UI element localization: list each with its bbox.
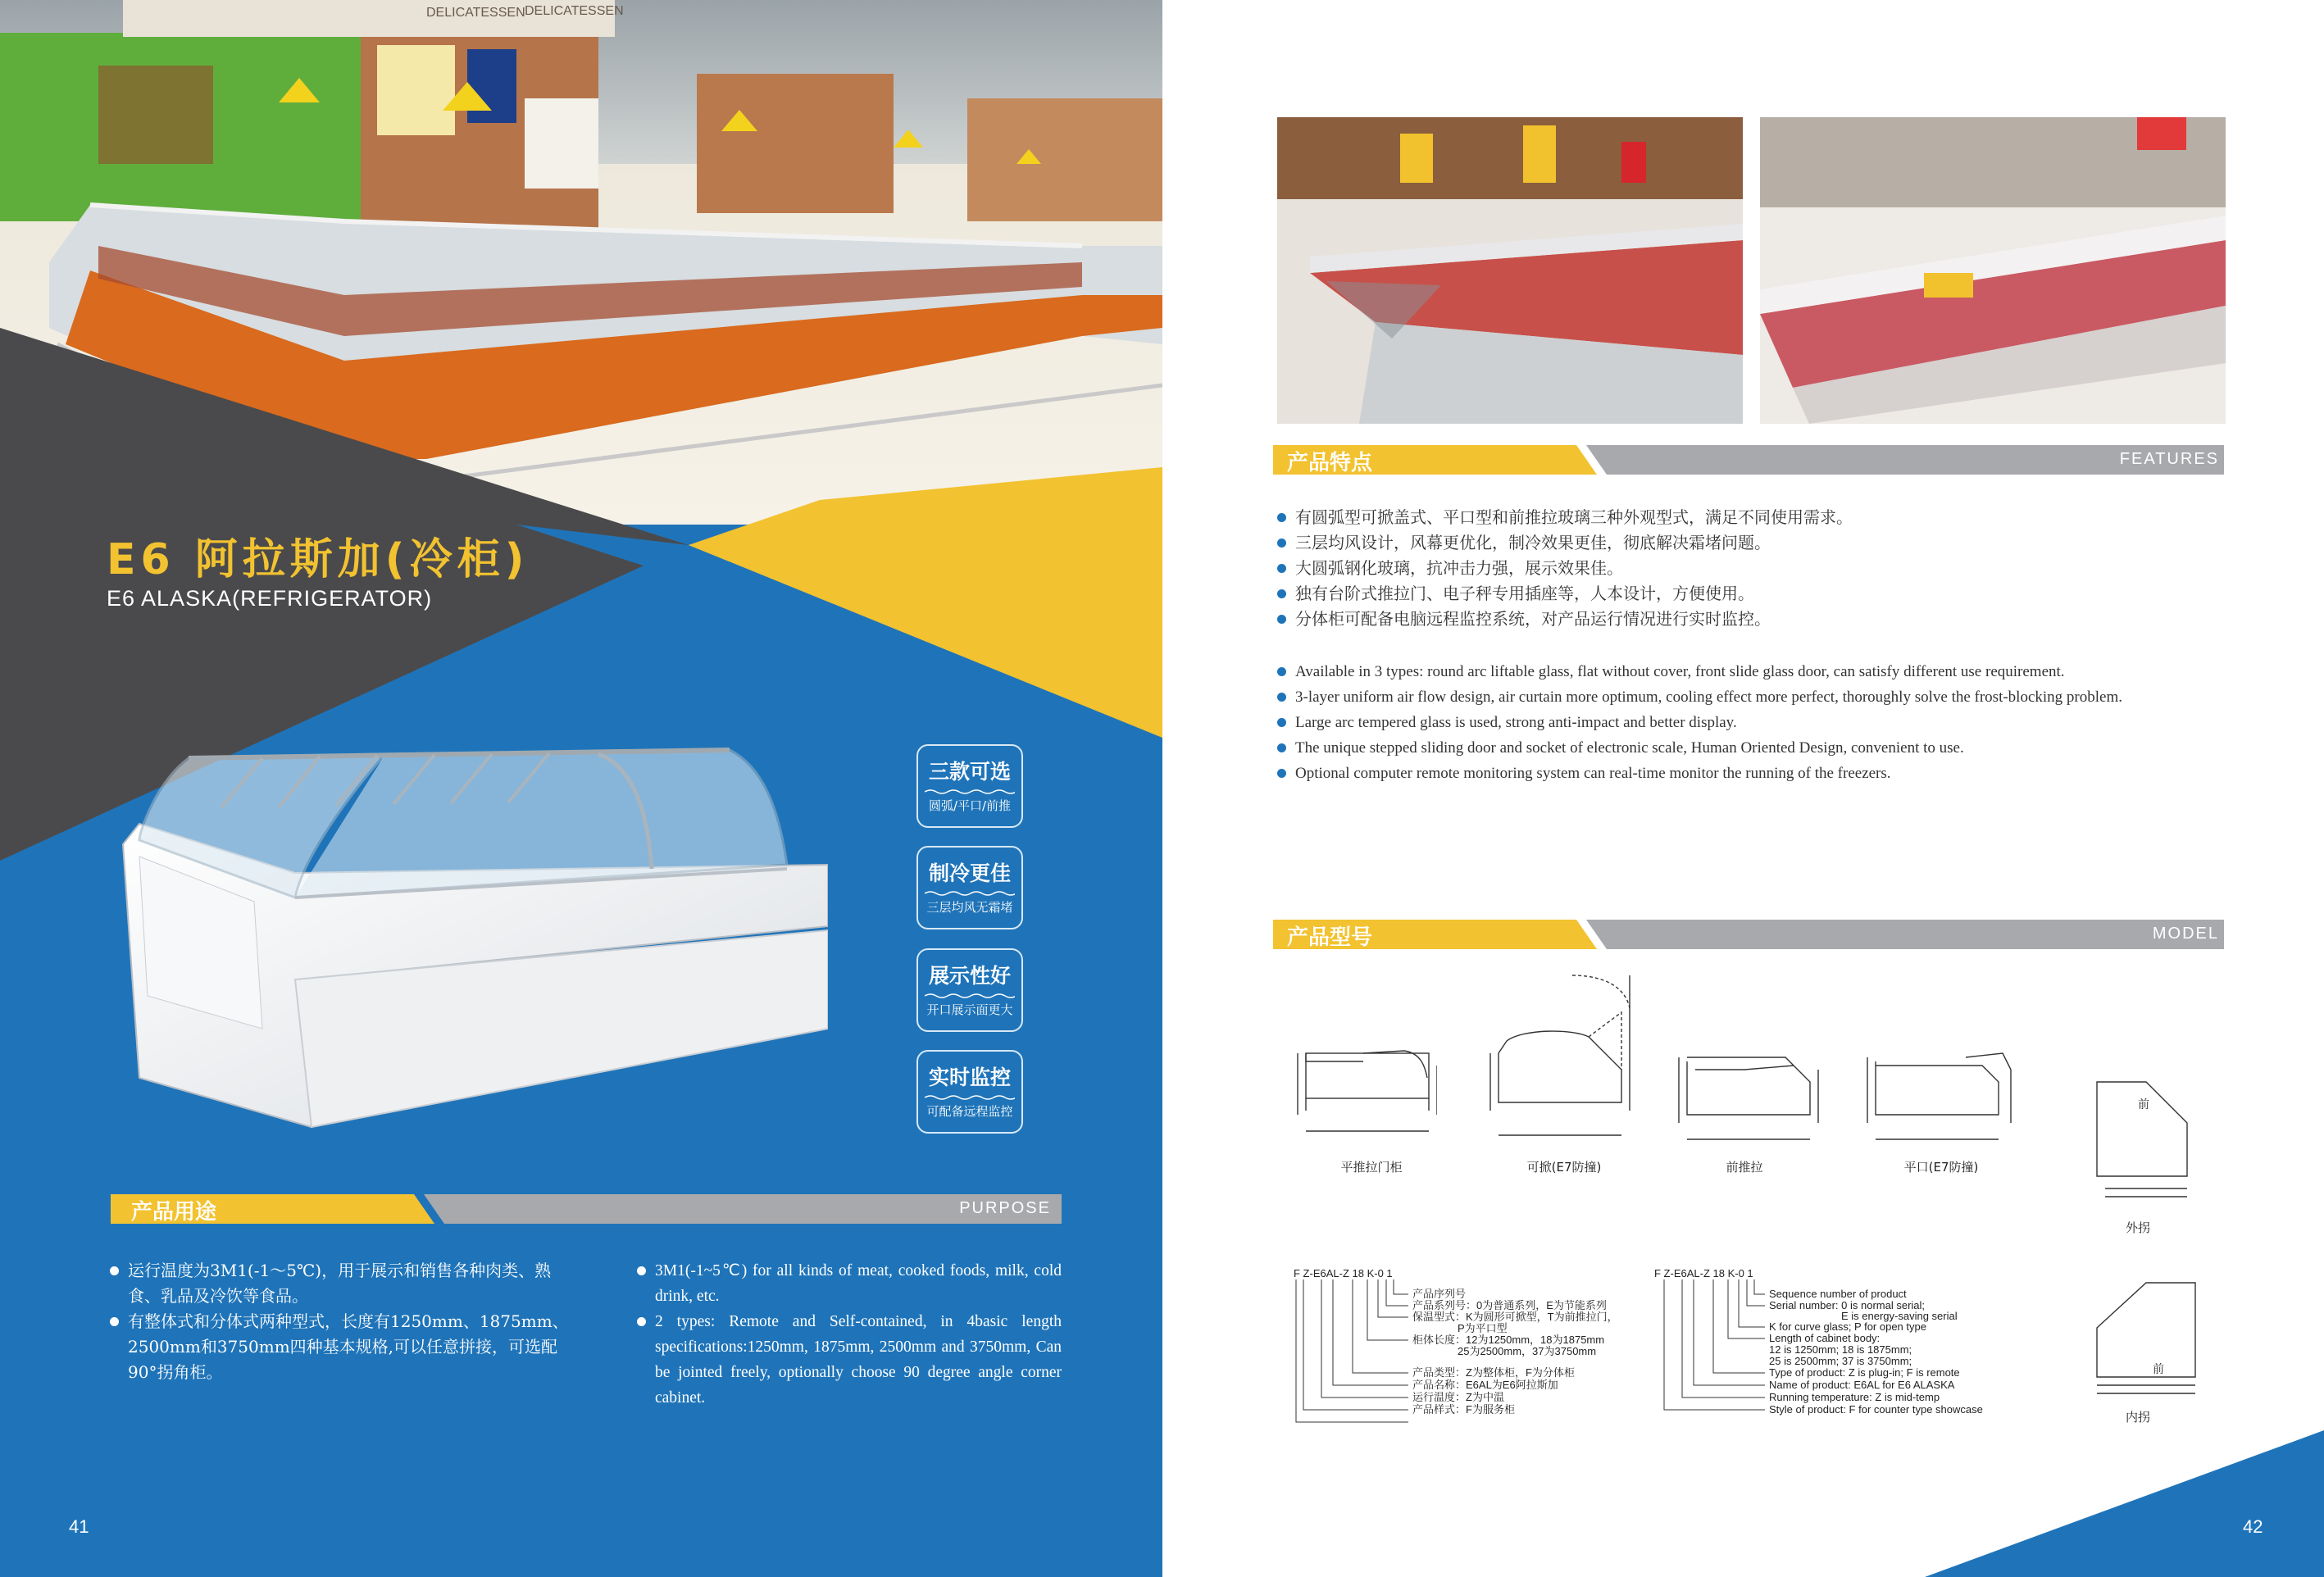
list-item: Large arc tempered glass is used, strong anti-impact and better display. [1276,710,2123,735]
feature-title: 实时监控 [928,1066,1011,1089]
purpose-header-bar [111,1194,1062,1224]
code-line: K for curve glass; P for open type [1769,1320,1926,1333]
delicatessen-sign-2: DELICATESSEN [525,4,624,18]
list-item: 有整体式和分体式两种型式，长度有1250mm、1875mm、2500mm和3750mm四种基本规格,可以任意拼接，可选配90°拐角柜。 [108,1309,584,1385]
product-title-cn: E6 阿拉斯加(冷柜) [107,535,530,584]
code-line: Style of product: F for counter type showcase [1769,1403,1983,1416]
feature-subtitle: 三层均风无霜堵 [926,900,1013,915]
wave-divider-icon [925,788,1015,795]
list-item: 运行温度为3M1(-1～5℃)，用于展示和销售各种肉类、熟食、乳品及冷饮等食品。 [108,1258,584,1309]
drawing-caption: 平推拉门柜 [1340,1160,1403,1175]
feature-badge-options [916,744,1023,828]
drawing-caption: 平口(E7防撞) [1903,1160,1979,1175]
model-label-cn: 产品型号 [1287,925,1373,950]
code-line: Running temperature: Z is mid-temp [1769,1391,1940,1403]
code-line: Length of cabinet body: [1769,1332,1881,1344]
wave-divider-icon [925,890,1015,897]
drawing-caption: 可掀(E7防撞) [1526,1160,1602,1175]
code-line: E is energy-saving serial [1841,1310,1958,1322]
feature-title: 三款可选 [928,760,1011,784]
list-item: 独有台阶式推拉门、电子秤专用插座等，人本设计，方便使用。 [1276,581,2194,607]
front-label: 前 [2138,1098,2149,1111]
page-number-left: 41 [69,1516,89,1537]
list-item: The unique stepped sliding door and socket of electronic scale, Human Oriented Design, convenient to use. [1276,735,2123,761]
code-line: 产品名称：E6AL为E6阿拉斯加 [1412,1379,1558,1391]
feature-badge-display [916,948,1023,1032]
list-item: 三层均风设计，风幕更优化，制冷效果更佳，彻底解决霜堵问题。 [1276,530,2194,556]
feature-subtitle: 可配备远程监控 [926,1104,1013,1119]
model-code: F Z-E6AL-Z 18 K-0 1 [1654,1267,1753,1279]
code-line: 运行温度：Z为中温 [1412,1391,1504,1403]
code-line: Sequence number of product [1769,1288,1907,1300]
wave-divider-icon [925,993,1015,999]
list-item: 2 types: Remote and Self-contained, in 4basic length specifications:1250mm, 1875mm, 2500mm and 3750mm, Can be jointed freely, optionally choose 90 degree angle corner cabinet. [635,1309,1062,1411]
feature-badge-monitoring [916,1050,1023,1134]
refrigerator-product-image [107,734,828,1152]
feature-subtitle: 开口展示面更大 [926,1002,1013,1017]
purpose-list-en [635,1258,1062,1411]
list-item: 分体柜可配备电脑远程监控系统，对产品运行情况进行实时监控。 [1276,607,2194,632]
wave-divider-icon [925,1094,1015,1101]
page-number-right: 42 [2243,1516,2263,1537]
list-item: 有圆弧型可掀盖式、平口型和前推拉玻璃三种外观型式，满足不同使用需求。 [1276,505,2194,530]
feature-subtitle: 圆弧/平口/前推 [928,798,1012,813]
list-item: 3M1(-1~5℃) for all kinds of meat, cooked foods, milk, cold drink, etc. [635,1258,1062,1309]
code-line: Type of product: Z is plug-in; F is remote [1769,1366,1960,1379]
drawing-caption: 外拐 [2125,1220,2150,1235]
delicatessen-sign: DELICATESSEN [426,6,525,20]
list-item: 大圆弧钢化玻璃，抗冲击力强，展示效果佳。 [1276,556,2194,581]
right-page [1162,0,2324,1577]
code-line: P为平口型 [1458,1322,1508,1334]
purpose-label-en: PURPOSE [959,1199,1051,1217]
purpose-label-cn: 产品用途 [131,1200,217,1225]
feature-title: 制冷更佳 [928,861,1011,885]
list-item: Optional computer remote monitoring system can real-time monitor the running of the freezers. [1276,761,2123,786]
product-title-en: E6 ALASKA(REFRIGERATOR) [107,586,433,611]
features-label-en: FEATURES [2119,450,2219,468]
list-item: 3-layer uniform air flow design, air curtain more optimum, cooling effect more perfect, thoroughly solve the frost-blocking problem. [1276,684,2123,710]
code-line: 25为2500mm，37为3750mm [1458,1345,1597,1357]
front-label: 前 [2153,1363,2164,1376]
code-line: 25 is 2500mm; 37 is 3750mm; [1769,1355,1912,1367]
feature-title: 展示性好 [928,964,1011,988]
feature-badge-cooling [916,846,1023,929]
drawing-caption: 内拐 [2125,1410,2150,1425]
code-line: 产品序列号 [1412,1288,1467,1300]
code-line: 柜体长度：12为1250mm，18为1875mm [1412,1334,1605,1346]
code-line: 12 is 1250mm; 18 is 1875mm; [1769,1343,1912,1356]
code-line: 产品类型：Z为整体柜，F为分体柜 [1412,1366,1575,1379]
list-item: Available in 3 types: round arc liftable glass, flat without cover, front slide glass door, can satisfy different use requirement. [1276,659,2123,684]
model-label-en: MODEL [2152,925,2219,943]
code-line: 产品样式：F为服务柜 [1412,1403,1515,1416]
right-corner-shape [1162,0,2324,1577]
code-line: Serial number: 0 is normal serial; [1769,1299,1926,1311]
drawing-caption: 前推拉 [1726,1160,1763,1175]
code-line: Name of product: E6AL for E6 ALASKA [1769,1379,1955,1391]
purpose-list-cn [108,1258,584,1385]
code-line: 产品系列号：0为普通系列，E为节能系列 [1412,1299,1607,1311]
features-label-cn: 产品特点 [1287,451,1373,475]
code-line: 保温型式：K为圆形可掀型，T为前推拉门， [1412,1311,1618,1323]
model-code: F Z-E6AL-Z 18 K-0 1 [1294,1267,1393,1279]
